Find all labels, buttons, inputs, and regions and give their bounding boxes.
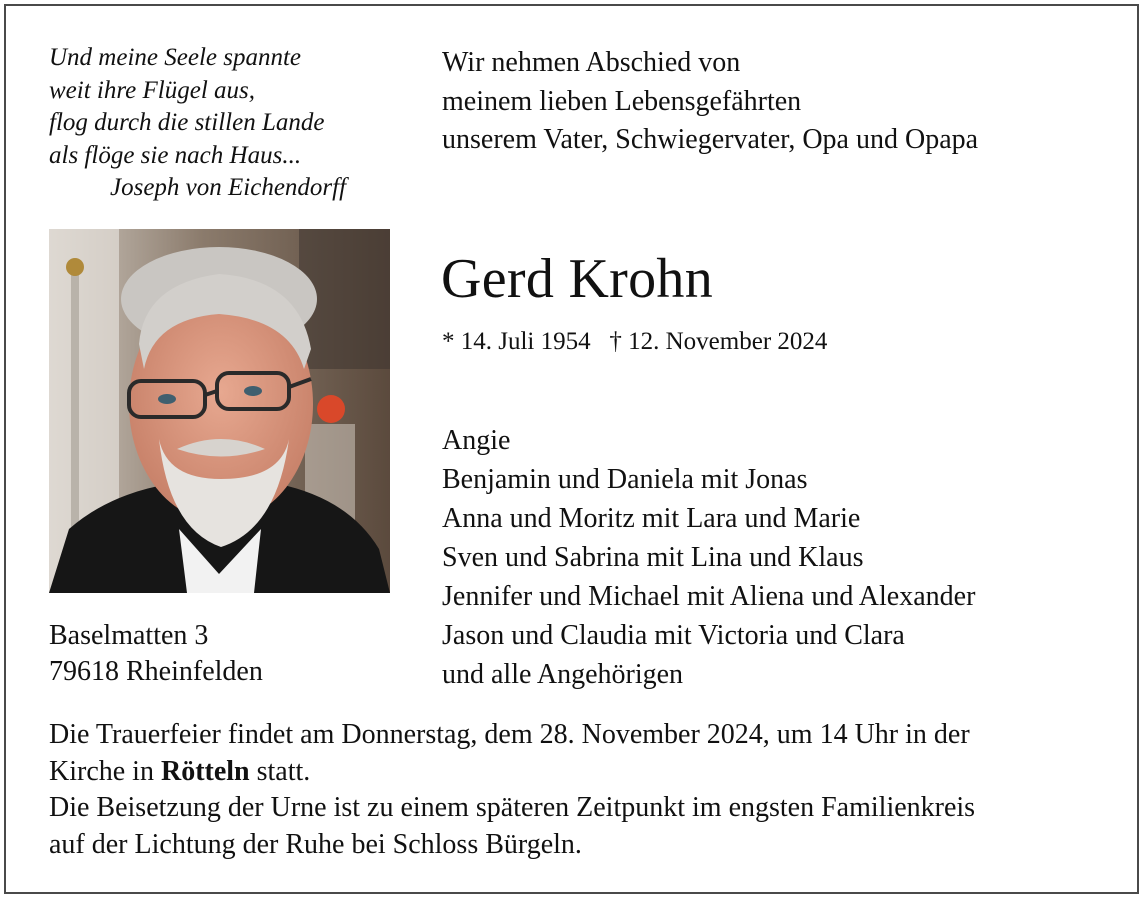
- deceased-name: Gerd Krohn: [441, 248, 714, 310]
- farewell-intro: [442, 44, 978, 160]
- family-member: Sven und Sabrina mit Lina und Klaus: [442, 542, 864, 573]
- family-member: und alle Angehörigen: [442, 659, 684, 690]
- address-city: 79618 Rheinfelden: [49, 656, 263, 687]
- notice-line: Die Beisetzung der Urne ist zu einem späteren Zeitpunkt im engsten Familienkreis: [49, 792, 976, 823]
- poem-quote: [49, 42, 409, 205]
- family-member: Jennifer und Michael mit Aliena und Alexander: [442, 581, 976, 612]
- notice-text: statt.: [249, 755, 311, 787]
- address-street: Baselmatten 3: [49, 620, 209, 651]
- intro-line: meinem lieben Lebensgefährten: [442, 85, 802, 117]
- notice-line: [49, 754, 1119, 791]
- poem-line: als flöge sie nach Haus...: [49, 141, 302, 169]
- funeral-place: Rötteln: [160, 755, 250, 787]
- family-member: Jason und Claudia mit Victoria und Clara: [442, 620, 905, 651]
- family-member: Benjamin und Daniela mit Jonas: [442, 464, 808, 495]
- family-member: Anna und Moritz mit Lara und Marie: [442, 503, 861, 534]
- notice-text: Kirche in: [49, 755, 161, 787]
- funeral-notice: [49, 717, 1119, 863]
- poem-line: flog durch die stillen Lande: [49, 109, 325, 136]
- poem-author: Joseph von Eichendorff: [110, 174, 347, 201]
- family-list: [442, 421, 975, 694]
- poem-line: weit ihre Flügel aus,: [49, 76, 255, 104]
- portrait-photo: [49, 229, 390, 593]
- address-block: [49, 618, 263, 690]
- notice-line: Die Trauerfeier findet am Donnerstag, dem 28. November 2024, um 14 Uhr in der: [49, 719, 970, 750]
- birth-date: * 14. Juli 1954: [442, 328, 591, 355]
- family-member: Angie: [442, 425, 511, 456]
- intro-line: Wir nehmen Abschied von: [442, 47, 741, 78]
- life-dates: [442, 325, 827, 359]
- portrait-photo-illustration: [49, 229, 390, 593]
- notice-line: auf der Lichtung der Ruhe bei Schloss Bürgeln.: [49, 828, 582, 860]
- death-date: † 12. November 2024: [609, 328, 828, 355]
- poem-line: Und meine Seele spannte: [49, 44, 302, 71]
- intro-line: unserem Vater, Schwiegervater, Opa und Opapa: [442, 124, 979, 155]
